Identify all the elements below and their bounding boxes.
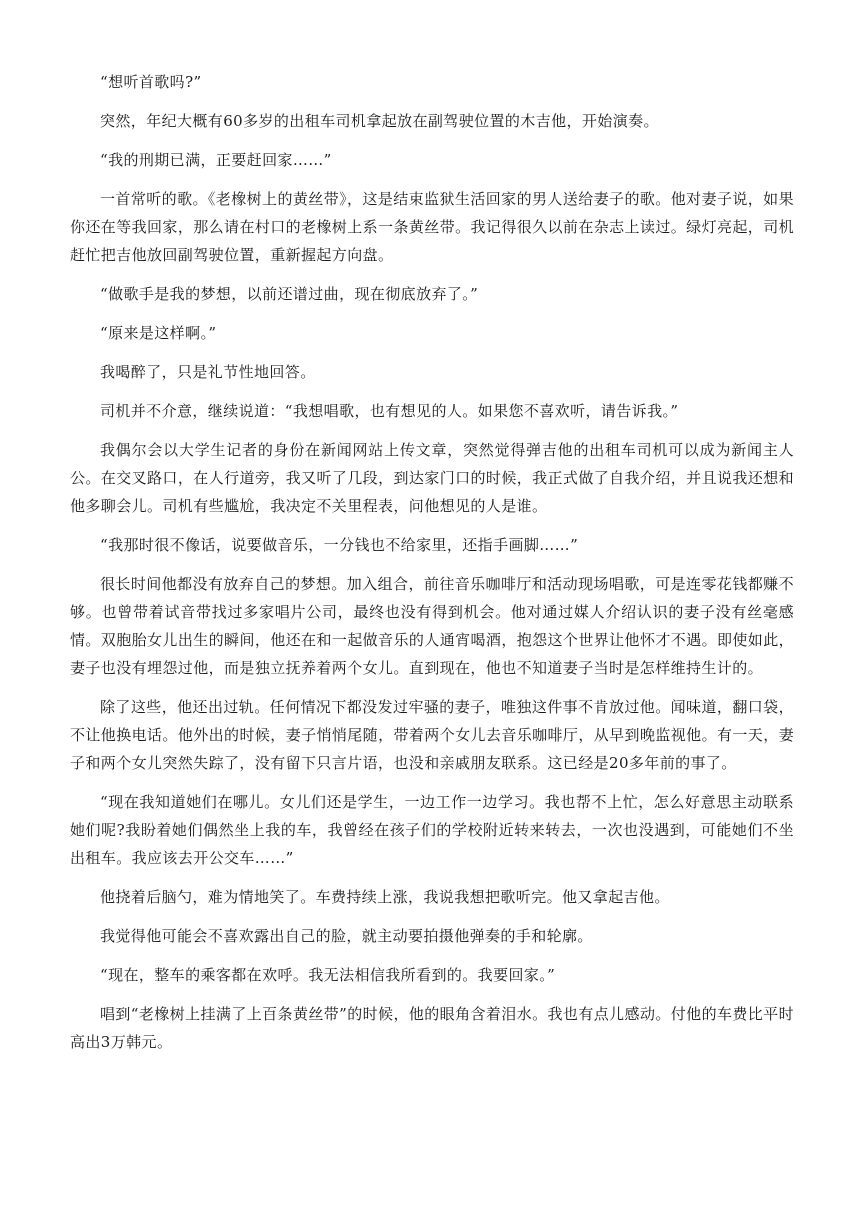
paragraph: 司机并不介意，继续说道：“我想唱歌，也有想见的人。如果您不喜欢听，请告诉我。”: [100, 402, 679, 420]
paragraph: “做歌手是我的梦想，以前还谱过曲，现在彻底放弃了。”: [100, 285, 479, 303]
paragraph: 一首常听的歌。《老橡树上的黄丝带》，这是结束监狱生活回家的男人送给妻子的歌。他对妻子说，如果你还在等我回家，那么请在村口的老橡树上系一条黄丝带。我记得很久以前在杂志上读过。绿灯亮起，司机赶忙把吉他放回副驾驶位置，重新握起方向盘。: [70, 190, 794, 264]
paragraph: 我觉得他可能会不喜欢露出自己的脸，就主动要拍摄他弹奏的手和轮廓。: [100, 927, 593, 945]
paragraph: “现在我知道她们在哪儿。女儿们还是学生，一边工作一边学习。我也帮不上忙，怎么好意思主动联系她们呢?我盼着她们偶然坐上我的车，我曾经在孩子们的学校附近转来转去，一次也没遇到，可能她们不坐出租车。我应该去开公交车……”: [70, 793, 794, 867]
paragraph: “我那时很不像话，说要做音乐，一分钱也不给家里，还指手画脚……”: [100, 536, 579, 554]
paragraph: “我的刑期已满，正要赶回家……”: [100, 151, 332, 169]
paragraph: 突然，年纪大概有60多岁的出租车司机拿起放在副驾驶位置的木吉他，开始演奏。: [100, 112, 659, 130]
paragraph: “现在，整车的乘客都在欢呼。我无法相信我所看到的。我要回家。”: [100, 966, 556, 984]
paragraph: 唱到“老橡树上挂满了上百条黄丝带”的时候，他的眼角含着泪水。我也有点儿感动。付他的车费比平时高出3万韩元。: [70, 1005, 794, 1051]
paragraph: 我喝醉了，只是礼节性地回答。: [100, 363, 316, 381]
document-body: [70, 68, 794, 1056]
paragraph: “想听首歌吗?”: [100, 73, 202, 91]
paragraph: “原来是这样啊。”: [100, 324, 217, 342]
paragraph: 很长时间他都没有放弃自己的梦想。加入组合，前往音乐咖啡厅和活动现场唱歌，可是连零花钱都赚不够。也曾带着试音带找过多家唱片公司，最终也没有得到机会。他对通过媒人介绍认识的妻子没有丝毫感情。双胞胎女儿出生的瞬间，他还在和一起做音乐的人通宵喝酒，抱怨这个世界让他怀才不遇。即使如此，妻子也没有埋怨过他，而是独立抚养着两个女儿。直到现在，他也不知道妻子当时是怎样维持生计的。: [70, 575, 794, 677]
paragraph: 除了这些，他还出过轨。任何情况下都没发过牢骚的妻子，唯独这件事不肯放过他。闻味道，翻口袋，不让他换电话。他外出的时候，妻子悄悄尾随，带着两个女儿去音乐咖啡厅，从早到晚监视他。有一天，妻子和两个女儿突然失踪了，没有留下只言片语，也没和亲戚朋友联系。这已经是20多年前的事了。: [70, 698, 794, 772]
paragraph: 他挠着后脑勺，难为情地笑了。车费持续上涨，我说我想把歌听完。他又拿起吉他。: [100, 888, 670, 906]
paragraph: 我偶尔会以大学生记者的身份在新闻网站上传文章，突然觉得弹吉他的出租车司机可以成为新闻主人公。在交叉路口，在人行道旁，我又听了几段，到达家门口的时候，我正式做了自我介绍，并且说我还想和他多聊会儿。司机有些尴尬，我决定不关里程表，问他想见的人是谁。: [70, 441, 794, 515]
